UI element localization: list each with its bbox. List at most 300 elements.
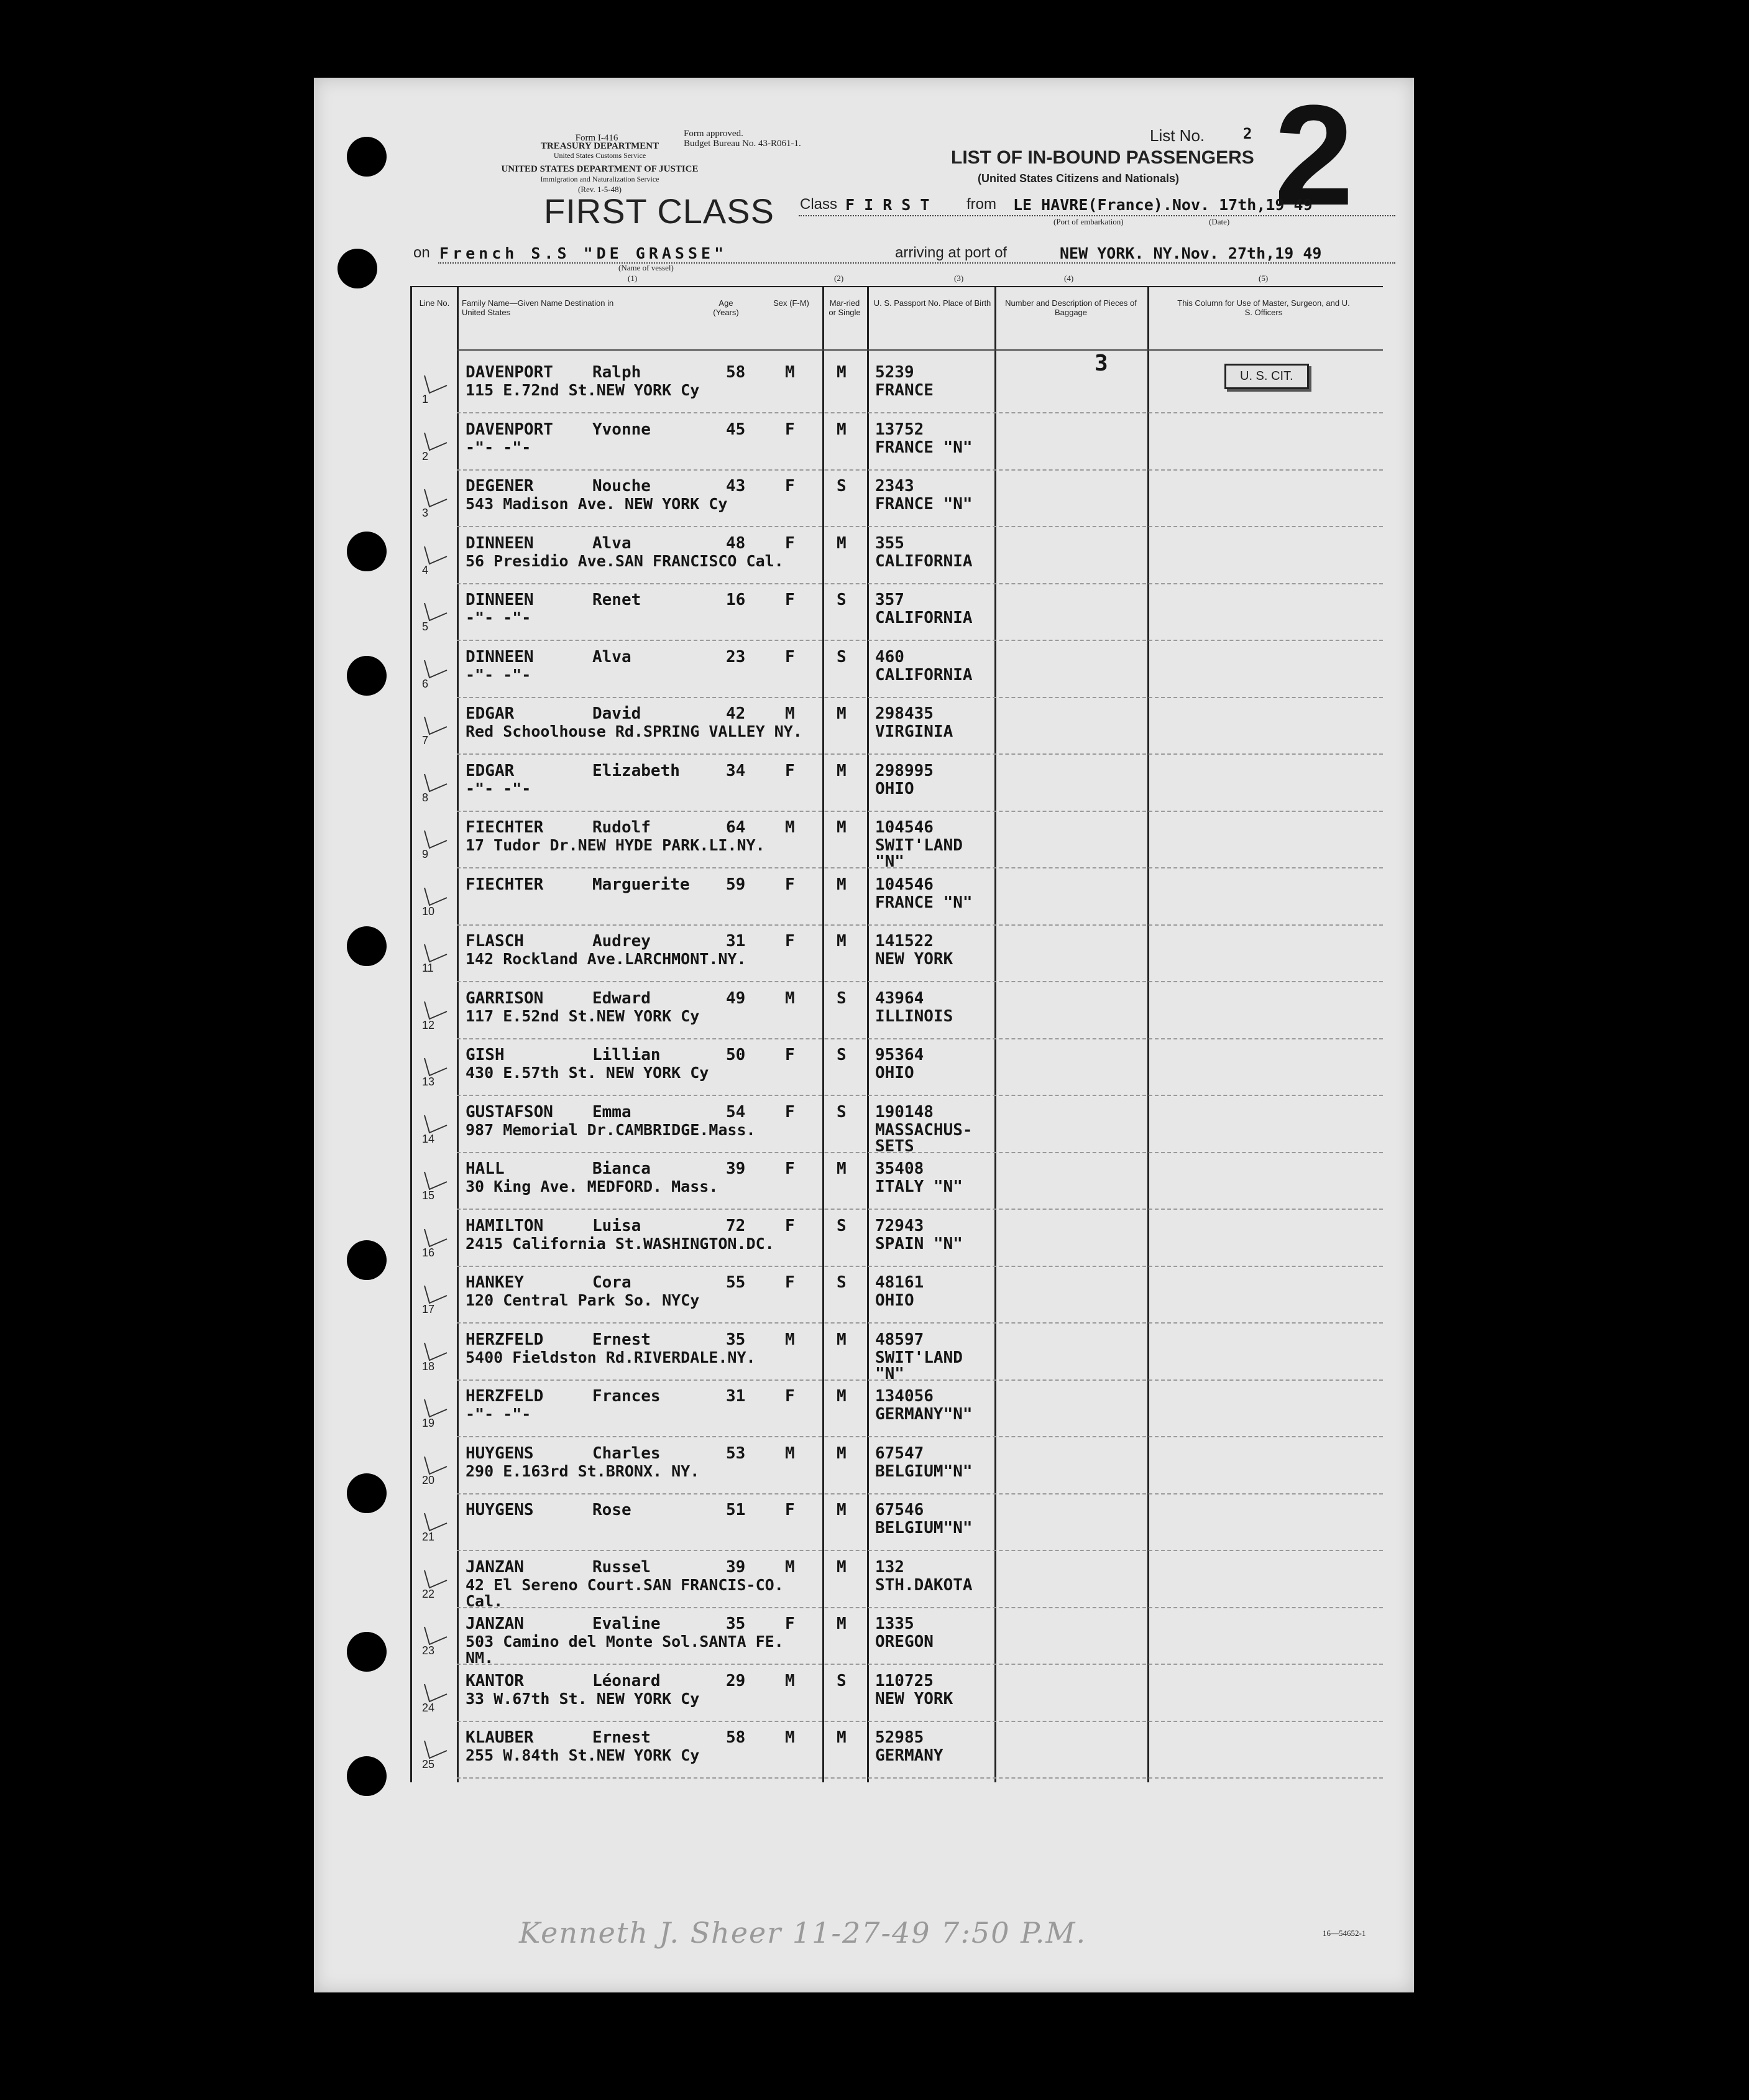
- pass-destination: 115 E.72nd St.NEW YORK Cy: [466, 381, 700, 399]
- pass-destination: 42 El Sereno Court.SAN FRANCIS-CO. Cal.: [466, 1575, 784, 1610]
- pass-family-name: JANZAN: [466, 1557, 524, 1577]
- pass-destination: 255 W.84th St.NEW YORK Cy: [466, 1746, 700, 1764]
- pass-age: 50: [726, 1046, 746, 1064]
- pass-given-name: Lillian: [592, 1046, 661, 1064]
- line-number: 3: [422, 507, 429, 519]
- header-line-no: Line No.: [419, 298, 450, 308]
- table-row: [412, 1721, 1383, 1778]
- pass-given-name: David: [592, 704, 641, 723]
- pass-sex: F: [785, 1614, 795, 1633]
- pass-sex: F: [785, 420, 795, 439]
- punch-hole: [347, 137, 387, 177]
- table-row: [412, 1152, 1383, 1209]
- pass-sex: F: [785, 1273, 795, 1292]
- pass-marital: M: [837, 1387, 847, 1406]
- pass-marital: M: [837, 1501, 847, 1519]
- form-number: Form I-416: [575, 133, 618, 143]
- pass-passport-no: 357: [875, 591, 904, 609]
- pass-birthplace: CALIFORNIA: [875, 609, 973, 627]
- customs-service: United States Customs Service: [553, 151, 646, 160]
- col-num-2: (2): [834, 274, 844, 283]
- pass-birthplace: NEW YORK: [875, 950, 953, 969]
- from-label: from: [966, 196, 996, 213]
- list-subtitle: (United States Citizens and Nationals): [978, 172, 1180, 185]
- check-mark-icon: [421, 1507, 449, 1536]
- line-number: 4: [422, 563, 429, 576]
- check-mark-icon: [421, 1337, 449, 1365]
- pass-passport-no: 141522: [875, 932, 934, 951]
- table-row: [412, 982, 1383, 1039]
- table-row: [412, 527, 1383, 584]
- pass-birthplace: ITALY "N": [875, 1177, 963, 1196]
- punch-hole: [347, 1473, 387, 1513]
- header-marital: Mar-ried or Single: [829, 298, 861, 317]
- check-mark-icon: [421, 369, 449, 398]
- pass-family-name: KANTOR: [466, 1671, 524, 1690]
- pass-given-name: Charles: [592, 1444, 661, 1463]
- pass-destination: 142 Rockland Ave.LARCHMONT.NY.: [466, 950, 746, 968]
- check-mark-icon: [421, 483, 449, 512]
- pass-marital: M: [837, 932, 847, 951]
- arrival-port: NEW YORK. NY.Nov. 27th,19 49: [1060, 244, 1322, 262]
- check-mark-icon: [421, 995, 449, 1024]
- pass-given-name: Léonard: [592, 1671, 661, 1690]
- check-mark-icon: [421, 1450, 449, 1479]
- pass-marital: S: [837, 1216, 847, 1235]
- pass-passport-no: 5239: [875, 363, 914, 382]
- pass-passport-no: 104546: [875, 875, 934, 894]
- pass-family-name: DAVENPORT: [466, 420, 553, 439]
- pass-passport-no: 48597: [875, 1330, 924, 1349]
- punch-hole: [347, 1756, 387, 1796]
- line-number: 17: [422, 1303, 435, 1315]
- check-mark-icon: [421, 711, 449, 739]
- pass-age: 64: [726, 818, 746, 837]
- pass-given-name: Rose: [592, 1501, 631, 1519]
- pass-passport-no: 355: [875, 533, 904, 553]
- pass-age: 29: [726, 1671, 746, 1690]
- col-num-4: (4): [1064, 274, 1074, 283]
- treasury-dept: TREASURY DEPARTMENT: [540, 141, 659, 151]
- pass-sex: M: [785, 818, 795, 837]
- table-row: [412, 1550, 1383, 1608]
- form-code: 16—54652-1: [1323, 1928, 1366, 1938]
- pass-given-name: Nouche: [592, 477, 651, 495]
- line-number: 23: [422, 1644, 435, 1657]
- header-sex: Sex (F-M): [773, 298, 809, 308]
- pass-given-name: Frances: [592, 1387, 661, 1406]
- header-age: Age (Years): [713, 298, 739, 317]
- line-number: 19: [422, 1417, 435, 1429]
- pass-passport-no: 2343: [875, 477, 914, 495]
- pass-passport-no: 460: [875, 647, 904, 666]
- pass-marital: S: [837, 591, 847, 609]
- pass-destination: Red Schoolhouse Rd.SPRING VALLEY NY.: [466, 722, 802, 740]
- vessel-line-rule: [438, 262, 1395, 264]
- check-mark-icon: [421, 938, 449, 967]
- pass-sex: F: [785, 1216, 795, 1235]
- pass-destination: 33 W.67th St. NEW YORK Cy: [466, 1689, 700, 1708]
- table-row: [412, 868, 1383, 925]
- pass-sex: F: [785, 761, 795, 780]
- pass-marital: S: [837, 1671, 847, 1690]
- pass-marital: S: [837, 647, 847, 666]
- pass-given-name: Ralph: [592, 363, 641, 382]
- pass-given-name: Marguerite: [592, 875, 690, 894]
- list-no-label: List No.: [1150, 126, 1205, 145]
- table-row: [412, 640, 1383, 698]
- header-rule: [457, 349, 1383, 351]
- check-mark-icon: [421, 1734, 449, 1763]
- pass-family-name: HUYGENS: [466, 1501, 534, 1519]
- pass-given-name: Evaline: [592, 1614, 661, 1633]
- pass-age: 45: [726, 420, 746, 439]
- pass-sex: F: [785, 1159, 795, 1178]
- pass-passport-no: 132: [875, 1557, 904, 1577]
- pass-destination: 56 Presidio Ave.SAN FRANCISCO Cal.: [466, 551, 784, 570]
- pass-marital: S: [837, 1102, 847, 1121]
- table-row: [412, 924, 1383, 982]
- line-number: 7: [422, 734, 429, 747]
- pass-age: 35: [726, 1614, 746, 1633]
- pass-passport-no: 67546: [875, 1501, 924, 1519]
- pass-given-name: Luisa: [592, 1216, 641, 1235]
- line-number: 8: [422, 791, 429, 804]
- pass-age: 43: [726, 477, 746, 495]
- pass-marital: M: [837, 761, 847, 780]
- pass-age: 58: [726, 363, 746, 382]
- pass-birthplace: OHIO: [875, 779, 914, 798]
- pass-sex: F: [785, 1046, 795, 1064]
- big-list-number: 2: [1274, 75, 1354, 235]
- row-rule: [457, 1777, 1383, 1779]
- pass-marital: M: [837, 420, 847, 439]
- check-mark-icon: [421, 1109, 449, 1138]
- line-number: 18: [422, 1360, 435, 1373]
- vessel-caption: (Name of vessel): [618, 263, 674, 272]
- pass-passport-no: 134056: [875, 1387, 934, 1406]
- pass-given-name: Ernest: [592, 1728, 651, 1747]
- pass-given-name: Russel: [592, 1557, 651, 1577]
- pass-marital: M: [837, 818, 847, 837]
- check-mark-icon: [421, 654, 449, 683]
- pass-sex: F: [785, 1501, 795, 1519]
- pass-given-name: Elizabeth: [592, 761, 680, 780]
- table-row: [412, 811, 1383, 871]
- pass-birthplace: NEW YORK: [875, 1689, 953, 1708]
- arriving-label: arriving at port of: [895, 244, 1008, 261]
- punch-hole: [347, 926, 387, 966]
- pass-passport-no: 43964: [875, 988, 924, 1008]
- pass-given-name: Renet: [592, 591, 641, 609]
- pass-given-name: Bianca: [592, 1159, 651, 1178]
- pass-marital: M: [837, 1330, 847, 1349]
- pass-birthplace: CALIFORNIA: [875, 551, 973, 571]
- pass-birthplace: OHIO: [875, 1064, 914, 1082]
- col-num-5: (5): [1259, 274, 1269, 283]
- punch-hole: [337, 249, 377, 288]
- pass-family-name: FIECHTER: [466, 818, 544, 837]
- pass-destination: 30 King Ave. MEDFORD. Mass.: [466, 1177, 718, 1195]
- on-label: on: [413, 244, 430, 261]
- check-mark-icon: [421, 597, 449, 625]
- pass-family-name: EDGAR: [466, 704, 515, 723]
- pass-birthplace: OREGON: [875, 1633, 934, 1651]
- pass-age: 72: [726, 1216, 746, 1235]
- pass-given-name: Yvonne: [592, 420, 651, 439]
- pass-family-name: DINNEEN: [466, 591, 534, 609]
- header-name-destination: Family Name—Given Name Destination in United States: [462, 298, 614, 317]
- pass-marital: M: [837, 1444, 847, 1463]
- pass-destination: -"- -"-: [466, 1405, 531, 1423]
- line-number: 9: [422, 848, 429, 860]
- pass-age: 31: [726, 1387, 746, 1406]
- budget-bureau: Budget Bureau No. 43-R061-1.: [684, 139, 801, 149]
- pass-passport-no: 35408: [875, 1159, 924, 1178]
- pass-age: 48: [726, 533, 746, 553]
- pass-marital: M: [837, 875, 847, 894]
- pass-age: 39: [726, 1557, 746, 1577]
- pass-passport-no: 52985: [875, 1728, 924, 1747]
- pass-birthplace: STH.DAKOTA: [875, 1575, 973, 1595]
- pass-birthplace: SWIT'LAND "N": [875, 836, 963, 871]
- table-row: [412, 469, 1383, 527]
- class-label: Class: [800, 196, 838, 213]
- first-class-stamp: FIRST CLASS: [544, 191, 774, 231]
- pass-sex: F: [785, 1387, 795, 1406]
- line-number: 16: [422, 1246, 435, 1259]
- pass-family-name: DEGENER: [466, 477, 534, 495]
- pass-sex: F: [785, 932, 795, 951]
- table-row: [412, 1209, 1383, 1266]
- pass-birthplace: BELGIUM"N": [875, 1462, 973, 1481]
- pass-birthplace: CALIFORNIA: [875, 665, 973, 684]
- check-mark-icon: [421, 1279, 449, 1308]
- check-mark-icon: [421, 1678, 449, 1706]
- table-row: [412, 1493, 1383, 1550]
- pass-sex: M: [785, 1671, 795, 1690]
- table-row: [412, 1437, 1383, 1494]
- pass-destination: 5400 Fieldston Rd.RIVERDALE.NY.: [466, 1348, 756, 1366]
- pass-sex: M: [785, 1444, 795, 1463]
- pass-given-name: Emma: [592, 1102, 631, 1121]
- us-citizen-stamp: U. S. CIT.: [1224, 364, 1309, 389]
- pass-family-name: DINNEEN: [466, 647, 534, 666]
- pass-given-name: Alva: [592, 647, 631, 666]
- pass-family-name: GISH: [466, 1046, 505, 1064]
- line-number: 25: [422, 1758, 435, 1771]
- pass-family-name: HALL: [466, 1159, 505, 1178]
- line-number: 2: [422, 449, 429, 463]
- pass-family-name: HANKEY: [466, 1273, 524, 1292]
- pass-destination: 543 Madison Ave. NEW YORK Cy: [466, 495, 728, 513]
- line-number: 24: [422, 1701, 435, 1714]
- pass-destination: 117 E.52nd St.NEW YORK Cy: [466, 1006, 700, 1025]
- justice-dept: UNITED STATES DEPARTMENT OF JUSTICE: [501, 164, 699, 174]
- line-number: 5: [422, 620, 429, 633]
- col-num-1: (1): [628, 274, 638, 283]
- pass-birthplace: VIRGINIA: [875, 722, 953, 741]
- pass-passport-no: 110725: [875, 1671, 934, 1690]
- table-row: [412, 583, 1383, 640]
- pass-family-name: FLASCH: [466, 932, 524, 951]
- line-number: 15: [422, 1189, 435, 1202]
- line-number: 6: [422, 677, 429, 690]
- pass-family-name: EDGAR: [466, 761, 515, 780]
- pass-age: 34: [726, 761, 746, 780]
- pass-sex: F: [785, 591, 795, 609]
- check-mark-icon: [421, 540, 449, 569]
- date-caption: (Date): [1209, 217, 1230, 226]
- table-row: [412, 1607, 1383, 1667]
- pass-age: 54: [726, 1102, 746, 1121]
- check-mark-icon: [421, 768, 449, 796]
- port-caption: (Port of embarkation): [1054, 217, 1124, 226]
- pass-destination: 430 E.57th St. NEW YORK Cy: [466, 1064, 709, 1082]
- check-mark-icon: [421, 1393, 449, 1422]
- pass-birthplace: SWIT'LAND "N": [875, 1348, 963, 1383]
- pass-marital: M: [837, 363, 847, 382]
- pass-destination: -"- -"-: [466, 779, 531, 798]
- pass-marital: S: [837, 1273, 847, 1292]
- header-baggage: Number and Description of Pieces of Baggage: [1005, 298, 1137, 317]
- table-row: [412, 1664, 1383, 1721]
- pass-age: 53: [726, 1444, 746, 1463]
- line-number: 21: [422, 1531, 435, 1543]
- check-mark-icon: [421, 824, 449, 853]
- pass-birthplace: MASSACHUS-SETS: [875, 1120, 973, 1156]
- pass-sex: F: [785, 647, 795, 666]
- pass-marital: M: [837, 1557, 847, 1577]
- pass-marital: S: [837, 988, 847, 1008]
- pass-family-name: GARRISON: [466, 988, 544, 1008]
- pass-marital: M: [837, 533, 847, 553]
- pass-age: 59: [726, 875, 746, 894]
- passenger-table: [410, 286, 1383, 1782]
- ins-service: Immigration and Naturalization Service: [540, 175, 659, 183]
- port-of-embarkation: LE HAVRE(France).Nov. 17th,19 49: [1013, 196, 1313, 214]
- pass-family-name: GUSTAFSON: [466, 1102, 553, 1121]
- pass-family-name: JANZAN: [466, 1614, 524, 1633]
- table-row: [412, 1379, 1383, 1437]
- pass-passport-no: 104546: [875, 818, 934, 837]
- pass-sex: F: [785, 1102, 795, 1121]
- col-num-3: (3): [954, 274, 964, 283]
- pass-destination: -"- -"-: [466, 438, 531, 456]
- table-row: [412, 754, 1383, 811]
- check-mark-icon: [421, 1223, 449, 1251]
- line-number: 1: [422, 393, 429, 405]
- pass-family-name: DINNEEN: [466, 533, 534, 553]
- revision: (Rev. 1-5-48): [578, 185, 622, 194]
- pass-age: 23: [726, 647, 746, 666]
- pass-marital: M: [837, 1728, 847, 1747]
- pass-birthplace: FRANCE: [875, 381, 934, 400]
- pass-age: 42: [726, 704, 746, 723]
- table-row: [412, 413, 1383, 470]
- punch-hole: [347, 532, 387, 571]
- pass-sex: M: [785, 363, 795, 382]
- pass-age: 16: [726, 591, 746, 609]
- pass-sex: F: [785, 875, 795, 894]
- table-row: [412, 1323, 1383, 1383]
- pass-sex: F: [785, 533, 795, 553]
- pass-destination: 987 Memorial Dr.CAMBRIDGE.Mass.: [466, 1120, 756, 1139]
- line-number: 12: [422, 1018, 435, 1031]
- pass-age: 58: [726, 1728, 746, 1747]
- pass-passport-no: 298995: [875, 761, 934, 780]
- pass-birthplace: FRANCE "N": [875, 893, 973, 912]
- pass-age: 51: [726, 1501, 746, 1519]
- pass-destination: 2415 California St.WASHINGTON.DC.: [466, 1234, 774, 1253]
- pass-birthplace: BELGIUM"N": [875, 1519, 973, 1537]
- form-approved: Form approved.: [684, 129, 743, 139]
- handwritten-signature: Kenneth J. Sheer 11-27-49 7:50 P.M.: [519, 1916, 1087, 1950]
- check-mark-icon: [421, 1564, 449, 1593]
- pass-passport-no: 13752: [875, 420, 924, 439]
- class-line-rule: [799, 215, 1395, 216]
- pass-passport-no: 95364: [875, 1046, 924, 1064]
- pass-age: 55: [726, 1273, 746, 1292]
- pass-family-name: HERZFELD: [466, 1387, 544, 1406]
- pass-given-name: Audrey: [592, 932, 651, 951]
- pass-marital: S: [837, 477, 847, 495]
- table-row: [412, 697, 1383, 754]
- pass-destination: 503 Camino del Monte Sol.SANTA FE. NM.: [466, 1633, 784, 1667]
- punch-hole: [347, 1632, 387, 1672]
- line-number: 10: [422, 905, 435, 918]
- line-number: 14: [422, 1132, 435, 1145]
- table-row: [412, 1095, 1383, 1156]
- pass-birthplace: ILLINOIS: [875, 1006, 953, 1026]
- pass-birthplace: FRANCE "N": [875, 495, 973, 513]
- pass-passport-no: 190148: [875, 1102, 934, 1121]
- pass-given-name: Ernest: [592, 1330, 651, 1349]
- pass-passport-no: 48161: [875, 1273, 924, 1292]
- pass-family-name: FIECHTER: [466, 875, 544, 894]
- line-number: 20: [422, 1473, 435, 1486]
- check-mark-icon: [421, 882, 449, 910]
- list-title: LIST OF IN-BOUND PASSENGERS: [951, 147, 1254, 168]
- pass-age: 35: [726, 1330, 746, 1349]
- pass-sex: M: [785, 1330, 795, 1349]
- pass-birthplace: OHIO: [875, 1291, 914, 1310]
- pass-destination: -"- -"-: [466, 609, 531, 627]
- pass-passport-no: 72943: [875, 1216, 924, 1235]
- punch-hole: [347, 1240, 387, 1280]
- pass-given-name: Cora: [592, 1273, 631, 1292]
- pass-destination: 17 Tudor Dr.NEW HYDE PARK.LI.NY.: [466, 836, 765, 854]
- punch-hole: [347, 656, 387, 696]
- line-number: 11: [422, 962, 434, 974]
- pass-destination: 290 E.163rd St.BRONX. NY.: [466, 1462, 700, 1480]
- vessel-name: French S.S "DE GRASSE": [439, 244, 728, 262]
- pass-birthplace: GERMANY: [875, 1746, 943, 1765]
- pass-passport-no: 298435: [875, 704, 934, 723]
- pass-marital: M: [837, 1614, 847, 1633]
- pass-family-name: HUYGENS: [466, 1444, 534, 1463]
- pass-family-name: HERZFELD: [466, 1330, 544, 1349]
- pass-family-name: KLAUBER: [466, 1728, 534, 1747]
- table-row: [412, 1266, 1383, 1323]
- baggage-count: 3: [1095, 351, 1108, 376]
- line-number: 22: [422, 1587, 435, 1600]
- pass-marital: M: [837, 1159, 847, 1178]
- pass-destination: 120 Central Park So. NYCy: [466, 1291, 700, 1309]
- pass-sex: F: [785, 477, 795, 495]
- pass-given-name: Edward: [592, 988, 651, 1008]
- list-no-value: 2: [1243, 125, 1252, 142]
